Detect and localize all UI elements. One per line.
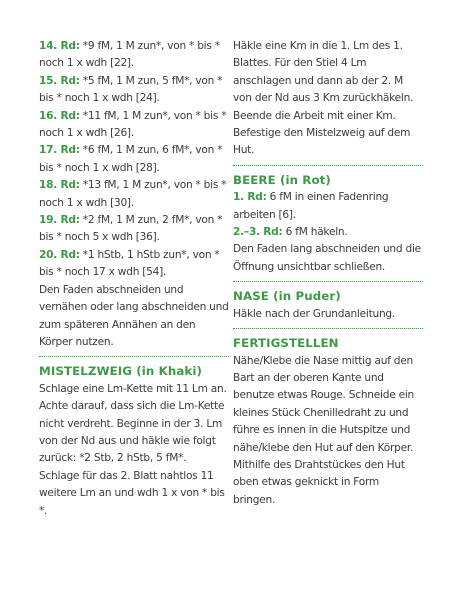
round-17 bbox=[39, 142, 229, 177]
round-16 bbox=[39, 108, 229, 143]
round-label: 17. Rd: bbox=[39, 144, 80, 157]
intro-text: Häkle eine Km in die 1. Lm des 1. Blattes. Für den Stiel 4 Lm anschlagen und dann ab der 2. M von der Nd aus 3 Km zurückhäkeln. Beende die Arbeit mit einer Km. Befestige den Mistelzweig auf dem Hut. bbox=[233, 40, 414, 157]
nase-heading: NASE (in Puder) bbox=[233, 289, 341, 304]
round-19 bbox=[39, 212, 229, 247]
round-text: 6 fM häkeln. bbox=[282, 226, 348, 239]
round-label: 15. Rd: bbox=[39, 74, 80, 87]
right-column bbox=[233, 38, 423, 509]
mistelzweig-text: Schlage eine Lm-Kette mit 11 Lm an. Achte darauf, dass sich die Lm-Kette nicht verdreht. Beginne in der 3. Lm von der Nd aus und häkle wie folgt zurück: *2 Stb, 2 hStb, 5 fM*. Schlage für das 2. Blatt nahtlos 11 weitere Lm an und wdh 1 x von * bis *. bbox=[39, 382, 227, 517]
round-14 bbox=[39, 38, 229, 73]
round-label: 19. Rd: bbox=[39, 214, 80, 227]
round-text: *11 fM, 1 M zun*, von * bis * noch 1 x wdh [26]. bbox=[39, 109, 227, 140]
closing-text: Den Faden abschneiden und vernähen oder lang abschneiden und zum späteren Annähen an den Körper nutzen. bbox=[39, 283, 229, 348]
section-divider bbox=[39, 356, 229, 357]
round-label: 14. Rd: bbox=[39, 40, 80, 52]
round-text: *5 fM, 1 M zun, 5 fM*, von * bis * noch 1 x wdh [24]. bbox=[39, 74, 223, 105]
round-label: 20. Rd: bbox=[39, 248, 80, 261]
mistelzweig-heading: MISTELZWEIG (in Khaki) bbox=[39, 364, 202, 379]
round-20 bbox=[39, 247, 229, 282]
round-label: 2.–3. Rd: bbox=[233, 226, 283, 239]
beere-round-1 bbox=[233, 189, 423, 224]
round-text: *9 fM, 1 M zun*, von * bis * noch 1 x wdh [22]. bbox=[39, 40, 220, 70]
round-text: *1 hStb, 1 hStb zun*, von * bis * noch 17 x wdh [54]. bbox=[39, 248, 220, 279]
round-text: *6 fM, 1 M zun, 6 fM*, von * bis * noch 1 x wdh [28]. bbox=[39, 144, 223, 174]
round-label: 1. Rd: bbox=[233, 191, 267, 204]
round-label: 16. Rd: bbox=[39, 109, 80, 122]
round-15 bbox=[39, 73, 229, 108]
section-divider bbox=[233, 328, 423, 329]
fertigstellen-text: Nähe/Klebe die Nase mittig auf den Bart an der oberen Kante und benutze etwas Rouge. Schneide ein kleines Stück Chenilledraht zu und führe es innen in die Hutspitze und nähe/klebe den Hut auf den Körper. Mithilfe des Drahtstückes den Hut oben etwas geknickt in Form bringen. bbox=[233, 354, 415, 506]
fertigstellen-heading: FERTIGSTELLEN bbox=[233, 336, 339, 351]
beere-round-2-3 bbox=[233, 224, 423, 241]
round-text: *13 fM, 1 M zun*, von * bis * noch 1 x wdh [30]. bbox=[39, 179, 227, 209]
round-text: *2 fM, 1 M zun, 2 fM*, von * bis * noch 5 x wdh [36]. bbox=[39, 214, 223, 244]
round-label: 18. Rd: bbox=[39, 179, 80, 192]
beere-heading: BEERE (in Rot) bbox=[233, 172, 331, 187]
nase-text: Häkle nach der Grundanleitung. bbox=[233, 307, 395, 320]
round-18 bbox=[39, 177, 229, 212]
round-text: 6 fM in einen Fadenring arbeiten [6]. bbox=[233, 191, 389, 221]
section-divider bbox=[233, 281, 423, 282]
left-column bbox=[39, 38, 229, 520]
beere-closing: Den Faden lang abschneiden und die Öffnung unsichtbar schließen. bbox=[233, 243, 421, 273]
section-divider bbox=[233, 165, 423, 166]
